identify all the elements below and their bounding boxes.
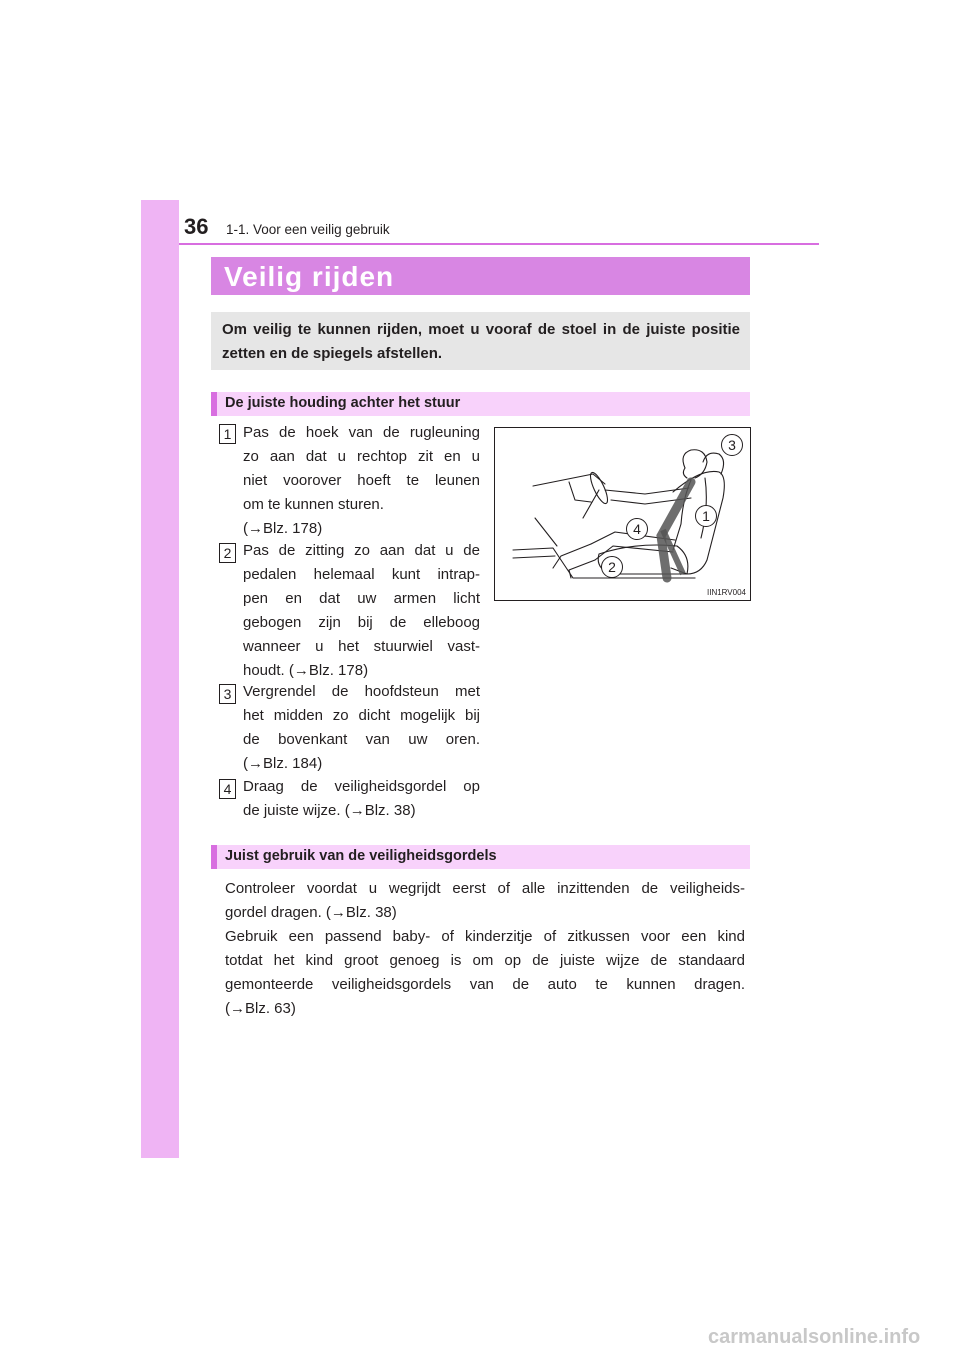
page-title: Veilig rijden: [224, 261, 395, 292]
callout-4: 4: [626, 518, 648, 540]
item-1-ref: (→Blz. 178): [243, 520, 323, 537]
item-1-line: om te kunnen sturen.: [243, 496, 384, 513]
item-3-text: [243, 680, 480, 776]
seatbelt-heading: Juist gebruik van de veiligheidsgordels: [225, 848, 497, 864]
item-4-ref: de juiste wijze. (→Blz. 38): [243, 802, 416, 819]
seatbelt-heading-bar: [211, 845, 750, 869]
item-2-line: pedalen helemaal kunt intrap-: [243, 566, 480, 583]
heading-accent: [211, 845, 217, 869]
item-1-line: zo aan dat u rechtop zit en u: [243, 448, 480, 465]
item-3-line: het midden zo dicht mogelijk bij: [243, 707, 480, 724]
seatbelt-paragraph-2: [225, 925, 745, 1021]
posture-heading-bar: [211, 392, 750, 416]
item-1-text: [243, 421, 480, 541]
paragraph-line: Gebruik een passend baby- of kinderzitje of zitkussen voor een kind: [225, 928, 745, 945]
item-number-1: 1: [219, 424, 236, 444]
intro-text: Om veilig te kunnen rijden, moet u vooraf de stoel in de juiste positie zetten en de spiegels afstellen.: [222, 321, 740, 362]
item-1-line: niet voorover hoeft te leunen: [243, 472, 480, 489]
item-3-line: de bovenkant van uw oren.: [243, 731, 480, 748]
item-2-text: [243, 539, 480, 683]
seatbelt-paragraph-1: [225, 877, 745, 925]
item-4-line: Draag de veiligheidsgordel op: [243, 778, 480, 795]
callout-1: 1: [695, 505, 717, 527]
item-number-2: 2: [219, 543, 236, 563]
posture-heading: De juiste houding achter het stuur: [225, 395, 461, 411]
section-reference: 1-1. Voor een veilig gebruik: [226, 222, 390, 237]
site-watermark: carmanualsonline.info: [708, 1326, 921, 1348]
page-number: 36: [184, 214, 209, 239]
item-2-line: Pas de zitting zo aan dat u de: [243, 542, 480, 559]
item-2-line: pen en dat uw armen licht: [243, 590, 480, 607]
figure-code: IIN1RV004: [707, 588, 746, 597]
item-2-ref: houdt. (→Blz. 178): [243, 662, 369, 679]
item-2-line: wanneer u het stuurwiel vast-: [243, 638, 480, 655]
item-2-line: gebogen zijn bij de elleboog: [243, 614, 480, 631]
paragraph-line: gordel dragen. (→Blz. 38): [225, 904, 397, 921]
chapter-sidebar-tab: [141, 200, 179, 1158]
callout-3: 3: [721, 434, 743, 456]
item-number-4: 4: [219, 779, 236, 799]
paragraph-line: gemonteerde veiligheidsgordels van de auto te kunnen dragen.: [225, 976, 745, 993]
paragraph-line: totdat het kind groot genoeg is om op de juiste wijze de standaard: [225, 952, 745, 969]
driving-posture-illustration: [494, 427, 751, 601]
paragraph-line: Controleer voordat u wegrijdt eerst of alle inzittenden de veiligheids-: [225, 880, 745, 897]
heading-accent: [211, 392, 217, 416]
paragraph-line: (→Blz. 63): [225, 1000, 296, 1017]
item-4-text: [243, 775, 480, 823]
item-3-ref: (→Blz. 184): [243, 755, 323, 772]
header-rule: [179, 243, 819, 245]
item-number-3: 3: [219, 684, 236, 704]
item-3-line: Vergrendel de hoofdsteun met: [243, 683, 480, 700]
callout-2: 2: [601, 556, 623, 578]
item-1-line: Pas de hoek van de rugleuning: [243, 424, 480, 441]
